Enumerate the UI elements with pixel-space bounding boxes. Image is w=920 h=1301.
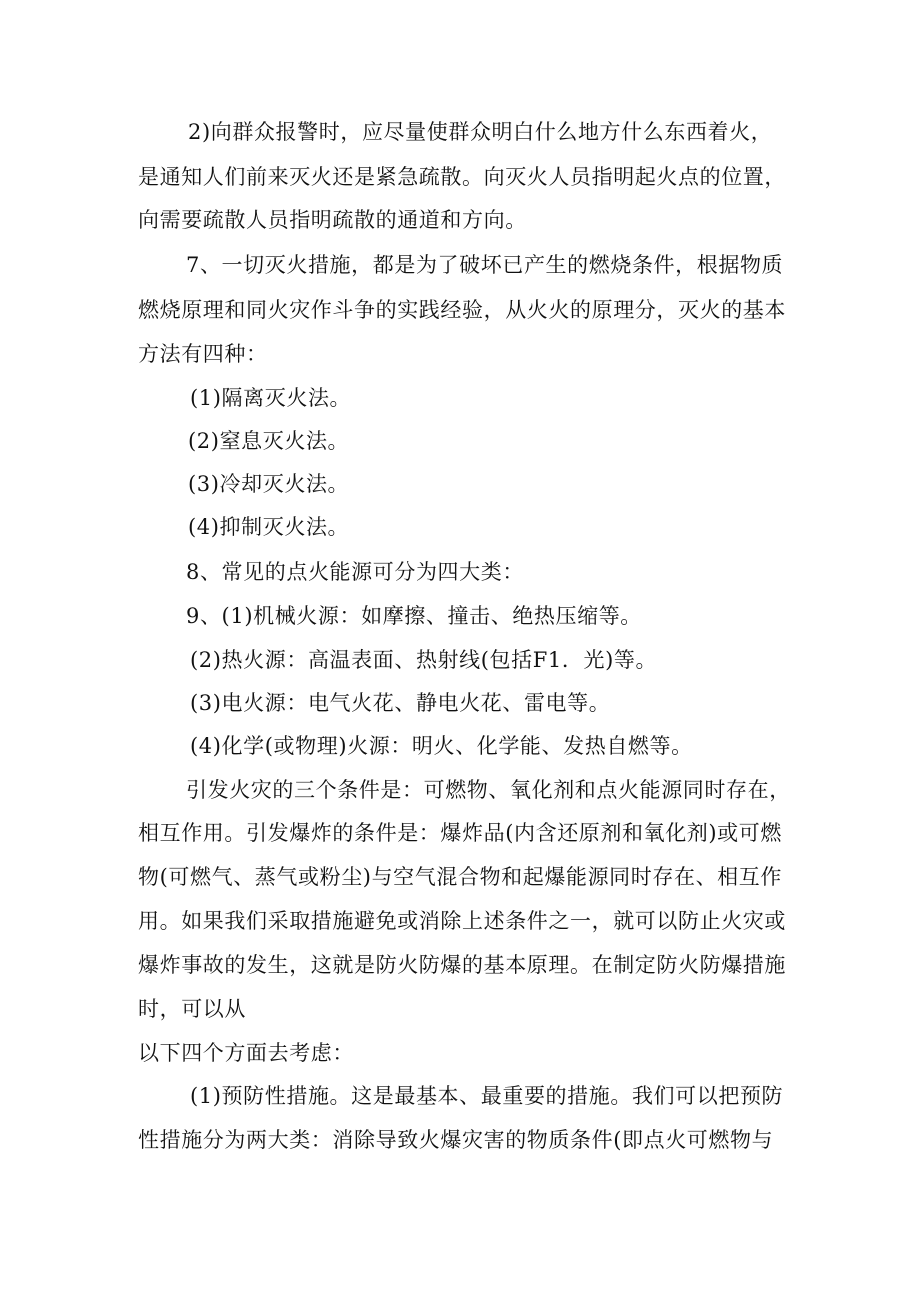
text-line-20: 爆炸事故的发生，这就是防火防爆的基本原理。在制定防火防爆措施 [138, 953, 786, 977]
text-line-17: 相互作用。引发爆炸的条件是：爆炸品(内含还原剂和氧化剂)或可燃 [138, 821, 782, 845]
text-line-16: 引发火灾的三个条件是：可燃物、氧化剂和点火能源同时存在， [186, 778, 791, 802]
text-line-6: 方法有四种： [138, 342, 268, 366]
text-line-15: (4)化学(或物理)火源：明火、化学能、发热自燃等。 [190, 734, 693, 758]
text-line-22: 以下四个方面去考虑： [138, 1041, 354, 1065]
text-line-8: (2)窒息灭火法。 [188, 429, 350, 453]
text-line-2: 是通知人们前来灭火还是紧急疏散。向灭火人员指明起火点的位置， [138, 165, 786, 189]
text-line-21: 时，可以从 [138, 997, 246, 1021]
text-line-12: 9、(1)机械火源：如摩擦、撞击、绝热压缩等。 [186, 604, 642, 628]
text-line-5: 燃烧原理和同火灾作斗争的实践经验，从火火的原理分，灭火的基本 [138, 298, 786, 322]
text-line-3: 向需要疏散人员指明疏散的通道和方向。 [138, 208, 527, 232]
text-line-19: 用。如果我们采取措施避免或消除上述条件之一，就可以防止火灾或 [138, 909, 786, 933]
text-line-9: (3)冷却灭火法。 [188, 472, 350, 496]
text-line-24: 性措施分为两大类：消除导致火爆灾害的物质条件(即点火可燃物与 [138, 1128, 774, 1152]
text-line-10: (4)抑制灭火法。 [188, 515, 350, 539]
text-line-7: (1)隔离灭火法。 [190, 386, 352, 410]
text-line-1: 2)向群众报警时，应尽量使群众明白什么地方什么东西着火， [188, 120, 773, 144]
text-line-13: (2)热火源：高温表面、热射线(包括F1．光)等。 [190, 648, 658, 672]
text-line-18: 物(可燃气、蒸气或粉尘)与空气混合物和起爆能源同时存在、相互作 [138, 865, 782, 889]
text-line-23: (1)预防性措施。这是最基本、最重要的措施。我们可以把预防 [190, 1084, 784, 1108]
text-line-4: 7、一切灭火措施，都是为了破坏已产生的燃烧条件，根据物质 [186, 253, 784, 277]
text-line-14: (3)电火源：电气火花、静电火花、雷电等。 [190, 691, 611, 715]
text-line-11: 8、常见的点火能源可分为四大类： [186, 560, 524, 584]
